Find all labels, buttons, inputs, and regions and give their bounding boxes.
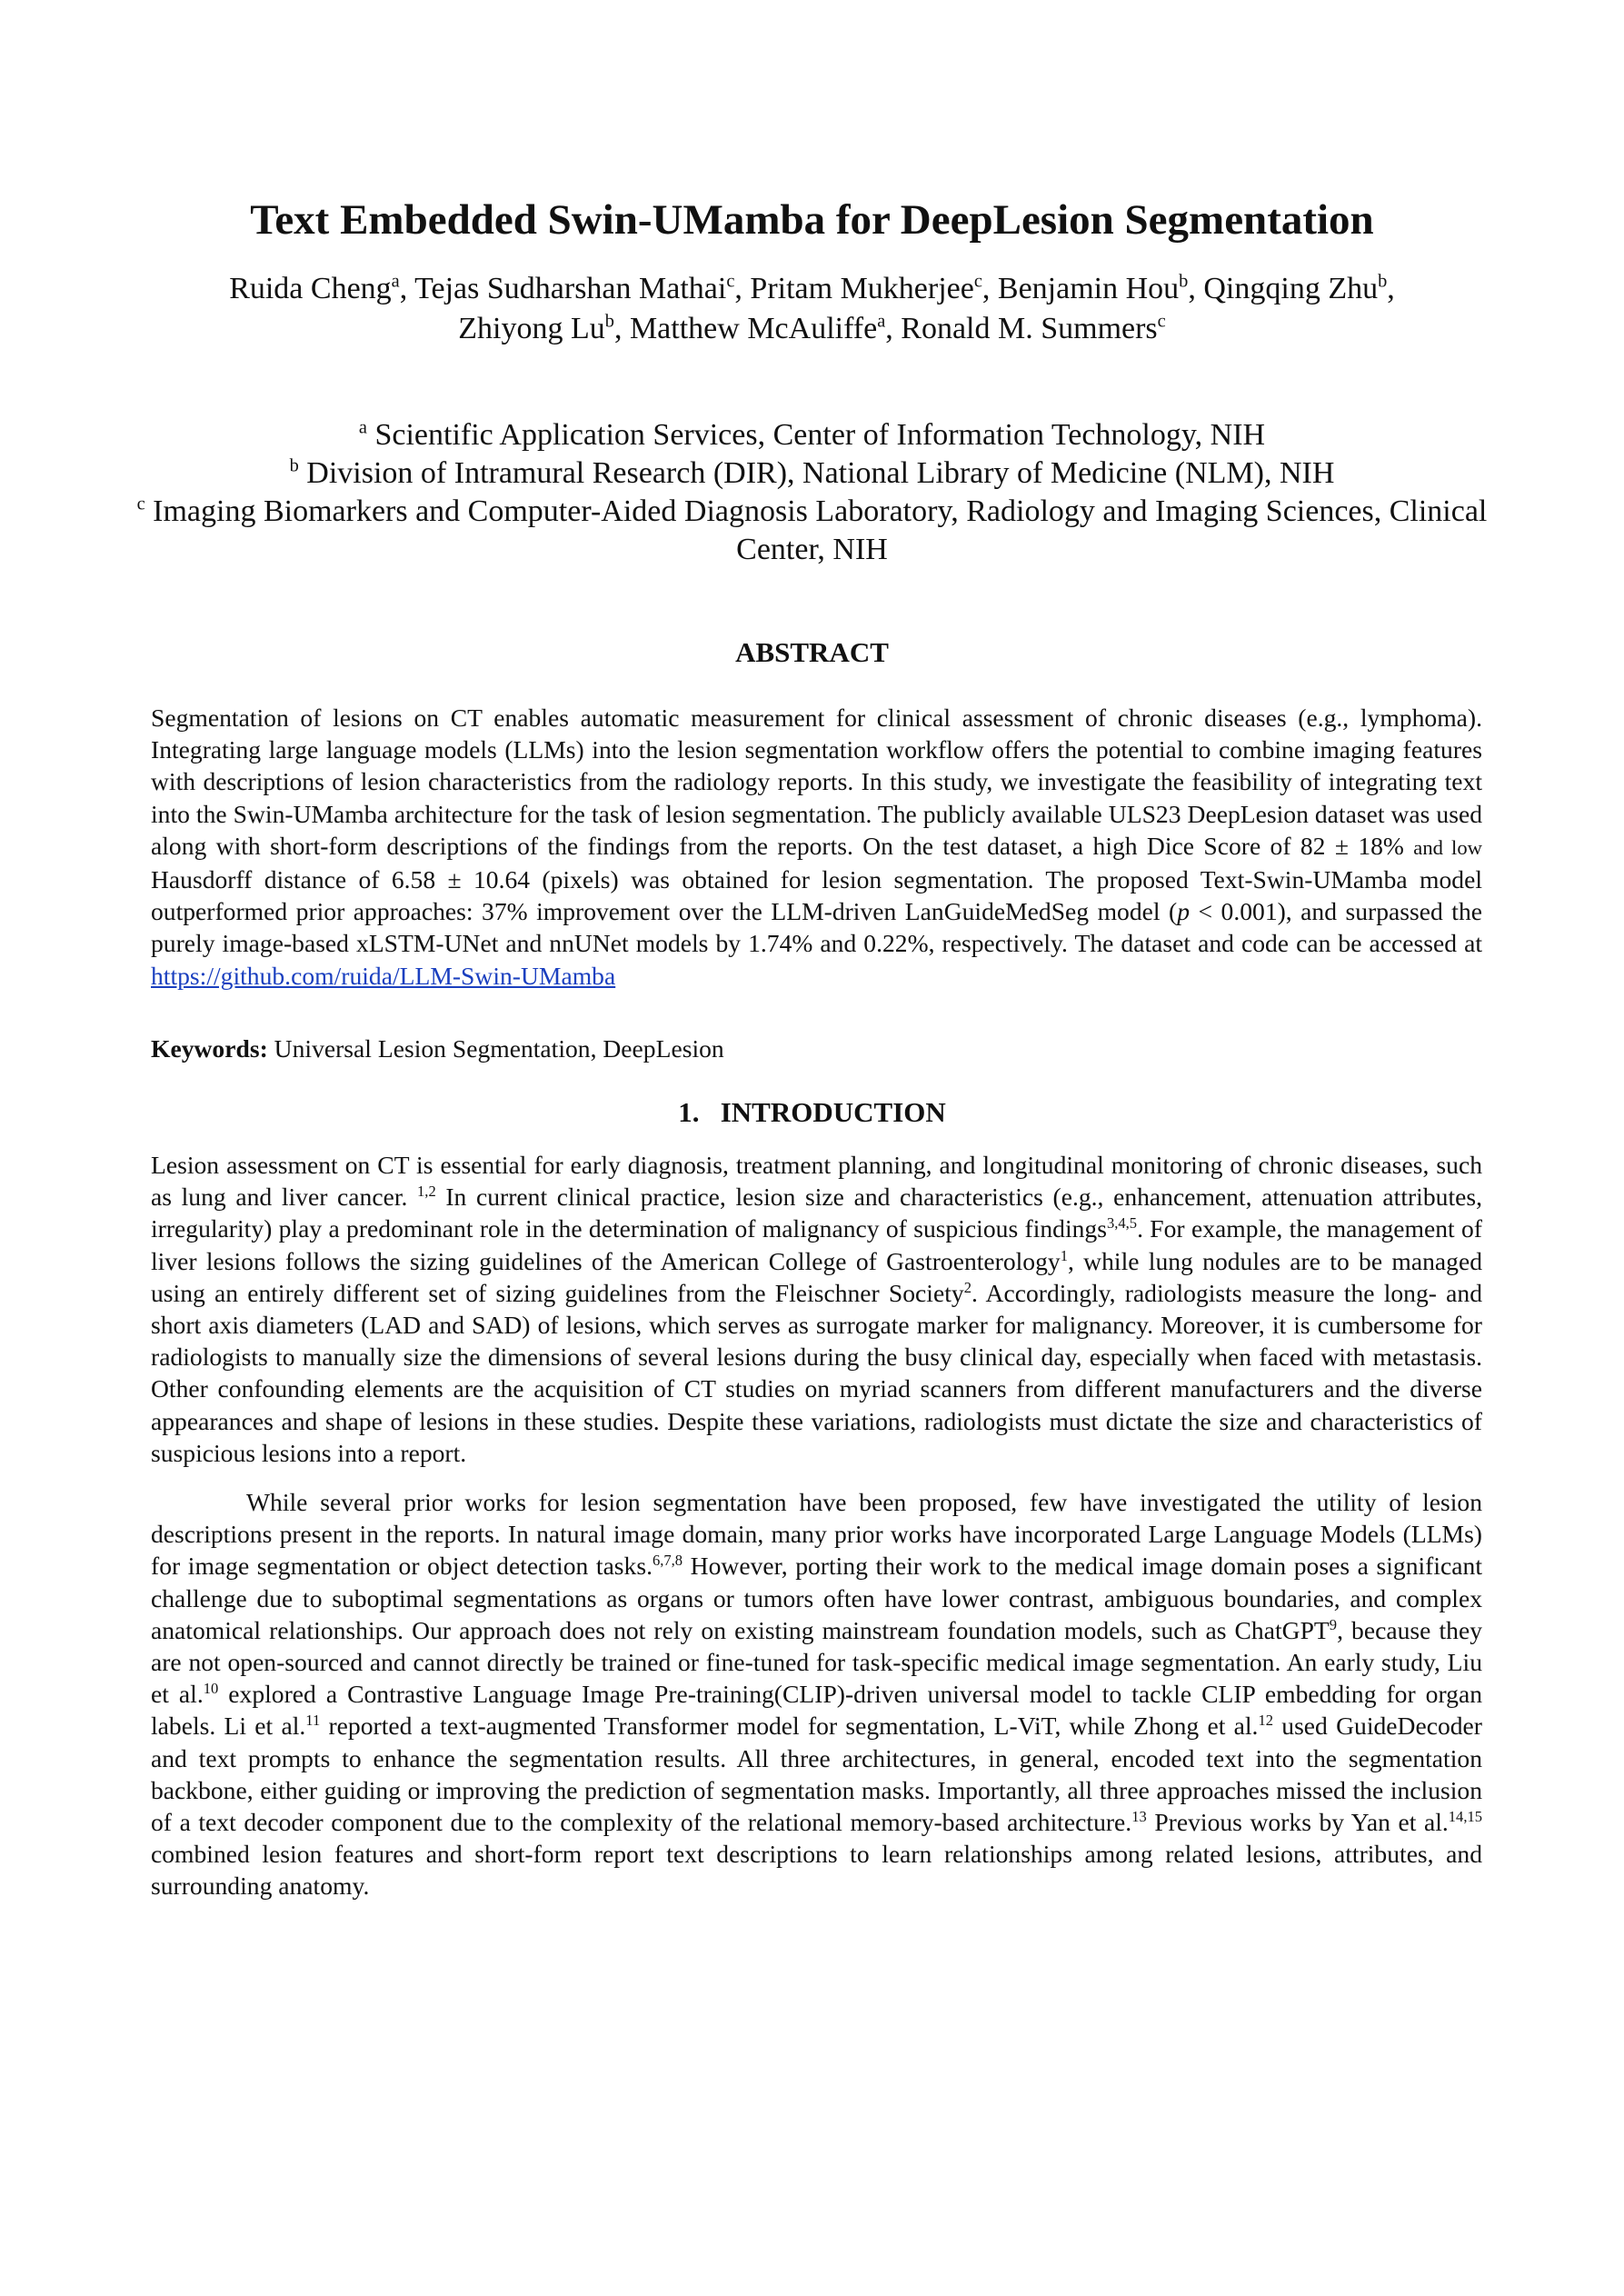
paragraph-text: However, porting their work to the medical image domain poses a significant challenge due to suboptimal segmentations as organs or tumors often have lower contrast, ambiguous boundaries, and complex anatomical relationships. Our approach does not rely on existing mainstream foundation models, such as ChatGPT [151, 1552, 1482, 1644]
affiliation-mark: a [358, 417, 367, 438]
abstract-text: Segmentation of lesions on CT enables automatic measurement for clinical assessment of chronic diseases (e.g., lymphoma). Integrating large language models (LLMs) into the lesion segmentation workflow offers the potential to combine imaging features with descriptions of lesion characteristics from the radiology reports. In this study, we investigate the feasibility of integrating text into the Swin-UMamba architecture for the task of lesion segmentation. The publicly available ULS23 DeepLesion dataset was used along with short-form descriptions of the findings from the reports. On the test dataset, a high Dice Score of 82 ± 18% [151, 704, 1482, 860]
paragraph-text: , because they are not open-sourced and cannot directly be trained or fine-tuned for task-specific medical image segmentation. An early study, Liu et al. [151, 1615, 1482, 1709]
affiliation-text: Division of Intramural Research (DIR), National Library of Medicine (NLM), NIH [306, 456, 1335, 490]
affiliation-c [127, 493, 1497, 569]
paragraph-text: used GuideDecoder and text prompts to enhance the segmentation results. All three architectures, in general, encoded text into the segmentation backbone, either guiding or improving the prediction of segmentation masks. Importantly, all three approaches missed the inclusion of a text decoder component due to the complexity of the relational memory-based architecture. [151, 1712, 1482, 1837]
author-affiliation-mark: a [391, 271, 400, 292]
author-list: Ruida Cheng$^a$, Tejas Sudharshan Mathai$^c$, Pritam Mukherjee$^c$, Benjamin Hou$^b$, Qingqing Zhu$^b$, Zhiyong Lu$^b$, Matthew McAuliffe$^a$, Ronald M. Summers$^c$ [229, 271, 1395, 345]
author-name: Matthew McAuliffe [629, 312, 878, 345]
introduction-heading: 1. INTRODUCTION [678, 1096, 946, 1128]
paragraph-text: Previous works by Yan et al. [1146, 1808, 1449, 1837]
abstract-text: < 0.001), and surpassed the purely image-based xLSTM-UNet and nnUNet models by 1.74% and 0.22%, respectively. The dataset and code can be accessed at [151, 897, 1482, 958]
keywords-label: Keywords: [151, 1034, 268, 1063]
affiliation-mark: c [136, 494, 145, 514]
introduction-body [151, 1149, 1482, 1902]
affiliation-text: Scientific Application Services, Center of Information Technology, NIH [374, 418, 1266, 452]
author-name: Pritam Mukherjee [750, 272, 974, 305]
author-affiliation-mark: a [877, 311, 886, 332]
affiliation-a [127, 416, 1497, 454]
paragraph-text: combined lesion features and short-form report text descriptions to learn relationships among related lesions, attributes, and surrounding anatomy. [151, 1840, 1482, 1901]
author-affiliation-mark: c [973, 271, 982, 292]
author-affiliation-mark: c [726, 271, 735, 292]
paragraph-text: , while lung nodules are to be managed using an entirely different set of sizing guidelines from the Fleischner Society [151, 1246, 1482, 1307]
code-repository-link[interactable]: https://github.com/ruida/LLM-Swin-UMamba [151, 961, 616, 990]
paper-title: Text Embedded Swin-UMamba for DeepLesion Segmentation [250, 196, 1374, 244]
author-name: Tejas Sudharshan Mathai [414, 272, 727, 305]
affiliation-list [127, 416, 1497, 569]
paragraph-text: . Accordingly, radiologists measure the long- and short axis diameters (LAD and SAD) of lesions, which serves as surrogate marker for malignancy. Moreover, it is cumbersome for radiologists to manually size the dimensions of several lesions during the busy clinical day, especially when faced with metastasis. Other confounding elements are the acquisition of CT studies on myriad scanners from different manufacturers and the diverse appearances and shape of lesions in these studies. Despite these variations, radiologists must dictate the size and characteristics of suspicious lesions into a report. [151, 1278, 1482, 1467]
abstract-heading: ABSTRACT [735, 636, 889, 668]
citation-superscript: 2 [963, 1278, 971, 1296]
citation-superscript: 6,7,8 [652, 1552, 683, 1570]
affiliation-mark: b [289, 455, 299, 476]
keywords-text: Universal Lesion Segmentation, DeepLesion [274, 1034, 724, 1063]
keywords-line [151, 1033, 1482, 1064]
citation-superscript: 13 [1131, 1807, 1147, 1825]
paragraph-text: reported a text-augmented Transformer model for segmentation, L-ViT, while Zhong et al. [320, 1712, 1259, 1741]
affiliation-text: Imaging Biomarkers and Computer-Aided Diagnosis Laboratory, Radiology and Imaging Sciences, Clinical Center, NIH [153, 494, 1488, 566]
introduction-paragraph-2 [151, 1486, 1482, 1902]
paragraph-text: In current clinical practice, lesion size and characteristics (e.g., enhancement, attenuation attributes, irregularity) play a predominant role in the determination of malignancy of suspicious findings [151, 1183, 1482, 1243]
author-name: Zhiyong Lu [458, 312, 605, 345]
citation-superscript: 1 [1060, 1246, 1068, 1264]
paragraph-text: . For example, the management of liver lesions follows the sizing guidelines of the American College of Gastroenterology [151, 1214, 1482, 1275]
paragraph-text: explored a Contrastive Language Image Pre-training(CLIP)-driven universal model to tackle CLIP embedding for organ labels. Li et al. [151, 1680, 1482, 1741]
author-name: Qingqing Zhu [1203, 272, 1379, 305]
abstract-text: Hausdorff distance of 6.58 ± 10.64 (pixels) was obtained for lesion segmentation. The proposed Text-Swin-UMamba model outperformed prior approaches: 37% improvement over the LLM-driven LanGuideMedSeg model ( [151, 865, 1482, 926]
abstract-body [151, 702, 1482, 992]
citation-superscript: 1,2 [417, 1183, 436, 1201]
author-affiliation-mark: b [1179, 271, 1189, 292]
author-affiliation-mark: b [604, 311, 614, 332]
citation-superscript: 10 [203, 1680, 219, 1698]
abstract-paragraph [151, 702, 1482, 992]
author-name: Benjamin Hou [997, 272, 1180, 305]
affiliation-b [127, 454, 1497, 493]
abstract-text: and low [1413, 835, 1482, 859]
introduction-paragraph-1 [151, 1149, 1482, 1469]
author-name: Ronald M. Summers [901, 312, 1158, 345]
author-name: Ruida Cheng [229, 272, 392, 305]
paragraph-text: While several prior works for lesion segmentation have been proposed, few have investigated the utility of lesion descriptions present in the reports. In natural image domain, many prior works have incorporated Large Language Models (LLMs) for image segmentation or object detection tasks. [151, 1488, 1482, 1581]
p-value-symbol: p [1177, 897, 1191, 926]
paragraph-text: Lesion assessment on CT is essential for early diagnosis, treatment planning, and longitudinal monitoring of chronic diseases, such as lung and liver cancer. [151, 1151, 1482, 1212]
citation-superscript: 14,15 [1448, 1807, 1482, 1825]
citation-superscript: 12 [1258, 1712, 1274, 1730]
author-affiliation-mark: c [1157, 311, 1166, 332]
author-affiliation-mark: b [1378, 271, 1388, 292]
citation-superscript: 9 [1329, 1615, 1338, 1633]
citation-superscript: 3,4,5 [1106, 1214, 1138, 1233]
citation-superscript: 11 [305, 1712, 321, 1730]
